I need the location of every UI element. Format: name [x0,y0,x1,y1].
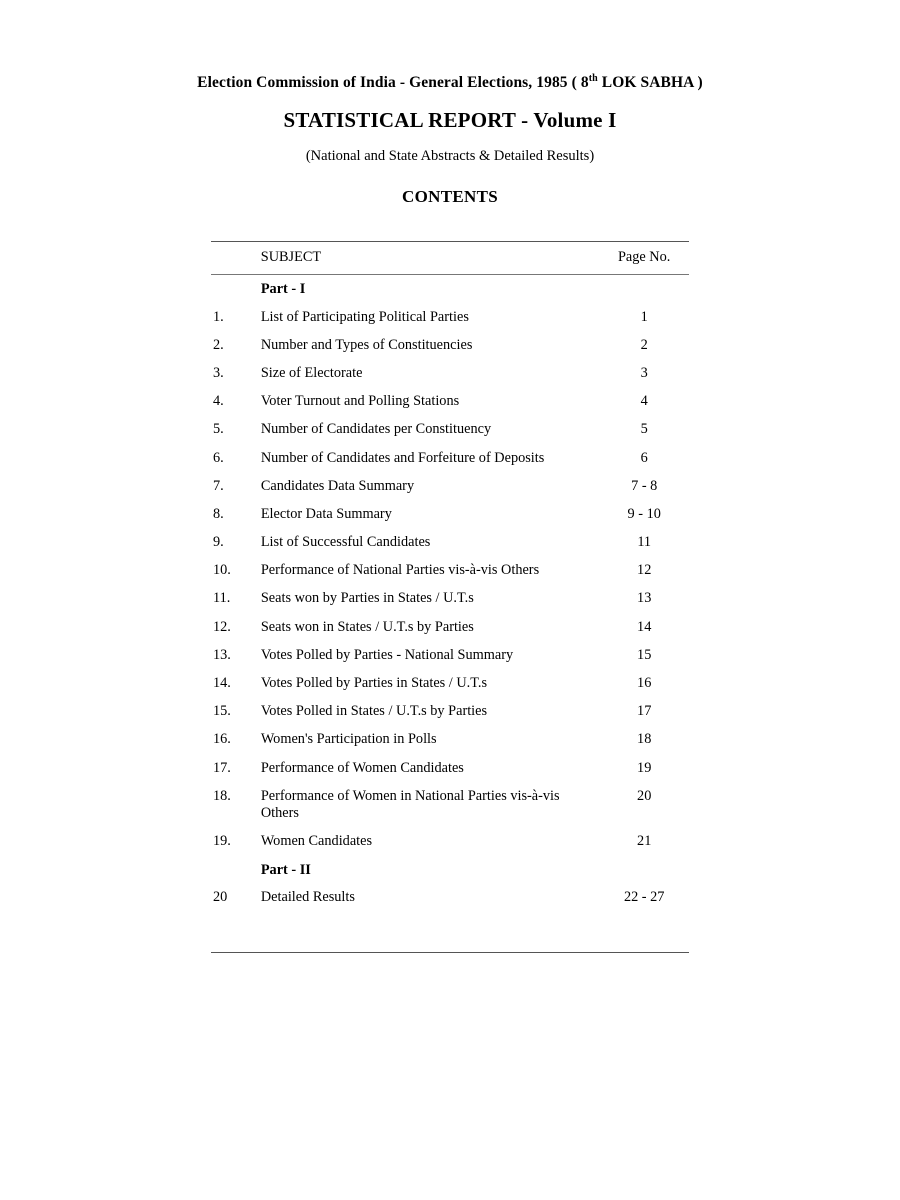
row-subject[interactable]: Number of Candidates per Constituency [260,421,492,438]
row-page: 7 - 8 [631,477,658,494]
row-page: 3 [640,364,648,381]
row-subject[interactable]: Women Candidates [260,832,373,849]
row-page: 2 [640,336,648,353]
row-page: 17 [637,703,652,720]
row-number: 16. [213,731,231,748]
row-number: 9. [213,534,224,551]
row-subject[interactable]: Candidates Data Summary [260,477,415,494]
row-page: 9 - 10 [627,505,661,522]
commission-line [0,74,900,92]
row-number: 11. [213,590,231,607]
row-subject[interactable]: Votes Polled by Parties in States / U.T.s [260,675,488,692]
part-number [211,275,261,303]
ordinal-suffix: th [588,72,598,84]
row-number: 1. [213,308,224,325]
table-row [211,416,689,444]
table-row [211,388,689,416]
table-of-contents [211,241,689,953]
row-number: 6. [213,449,224,466]
part-label[interactable]: Part - II [260,861,311,878]
page-title: STATISTICAL REPORT - Volume I [283,108,617,132]
bottom-rule [211,952,689,953]
row-number: 14. [213,675,231,692]
row-subject[interactable]: Number and Types of Constituencies [260,336,473,353]
row-subject[interactable]: Performance of Women Candidates [260,759,464,776]
row-page: 4 [640,393,648,410]
row-subject[interactable]: Seats won in States / U.T.s by Parties [260,618,474,635]
row-subject[interactable]: Seats won by Parties in States / U.T.s [260,590,474,607]
table-row [211,331,689,359]
table-row [211,529,689,557]
row-page: 15 [637,646,652,663]
table-row [211,669,689,697]
contents-body-table [211,275,689,912]
row-page: 19 [637,759,652,776]
contents-heading: CONTENTS [402,187,498,206]
part-page [599,856,689,884]
table-row [211,754,689,782]
row-number: 7. [213,477,224,494]
page-subtitle: (National and State Abstracts & Detailed Results) [305,148,595,164]
commission-line-post: LOK SABHA ) [597,74,703,91]
document-header [0,0,900,207]
table-row [211,782,689,827]
table-row [211,613,689,641]
bottom-spacer [211,912,689,952]
row-page: 21 [637,832,652,849]
table-row [211,585,689,613]
row-page: 1 [640,308,648,325]
row-number: 5. [213,421,224,438]
header-cell-number [211,242,261,275]
table-row [211,641,689,669]
table-row [211,557,689,585]
header-cell-page: Page No. [617,249,671,265]
table-row [211,827,689,855]
row-number: 10. [213,562,231,579]
table-row [211,359,689,387]
row-number: 20 [213,889,228,906]
row-number: 18. [213,787,231,804]
row-subject[interactable]: Voter Turnout and Polling Stations [260,393,460,410]
table-row [211,500,689,528]
row-subject[interactable]: Votes Polled by Parties - National Summary [260,646,514,663]
row-number: 8. [213,505,224,522]
row-subject[interactable]: Size of Electorate [260,364,363,381]
table-header-row [211,242,689,275]
row-page: 14 [637,618,652,635]
row-subject[interactable]: Elector Data Summary [260,505,392,522]
row-number: 12. [213,618,231,635]
row-page: 13 [637,590,652,607]
header-cell-subject: SUBJECT [260,249,322,265]
row-number: 4. [213,393,224,410]
row-page: 18 [637,731,652,748]
row-page: 22 - 27 [623,889,665,906]
table-row [211,303,689,331]
row-page: 6 [640,449,648,466]
row-number: 3. [213,364,224,381]
row-page: 16 [637,675,652,692]
row-subject[interactable]: List of Participating Political Parties [260,308,469,325]
table-row [211,472,689,500]
table-row [211,726,689,754]
part-number [211,856,261,884]
row-number: 15. [213,703,231,720]
row-number: 17. [213,759,231,776]
table-row [211,698,689,726]
table-row [211,884,689,912]
row-page: 5 [640,421,648,438]
row-subject[interactable]: Detailed Results [260,889,355,906]
contents-table [211,242,689,275]
row-subject[interactable]: Performance of Women in National Parties vis-à-vis Others [260,787,560,821]
row-page: 12 [637,562,652,579]
part-page [599,275,689,303]
table-row [211,275,689,303]
commission-line-pre: Election Commission of India - General Elections, 1985 ( 8 [197,74,589,91]
row-subject[interactable]: Women's Participation in Polls [260,731,437,748]
row-subject[interactable]: Votes Polled in States / U.T.s by Parties [260,703,488,720]
row-page: 11 [637,534,652,551]
table-row [211,856,689,884]
row-page: 20 [637,787,652,804]
part-label[interactable]: Part - I [260,281,306,297]
row-subject[interactable]: List of Successful Candidates [260,534,431,551]
row-number: 19. [213,832,231,849]
row-number: 2. [213,336,224,353]
row-subject[interactable]: Number of Candidates and Forfeiture of Deposits [260,449,545,466]
table-row [211,444,689,472]
row-subject[interactable]: Performance of National Parties vis-à-vis Others [260,562,540,579]
row-number: 13. [213,646,231,663]
